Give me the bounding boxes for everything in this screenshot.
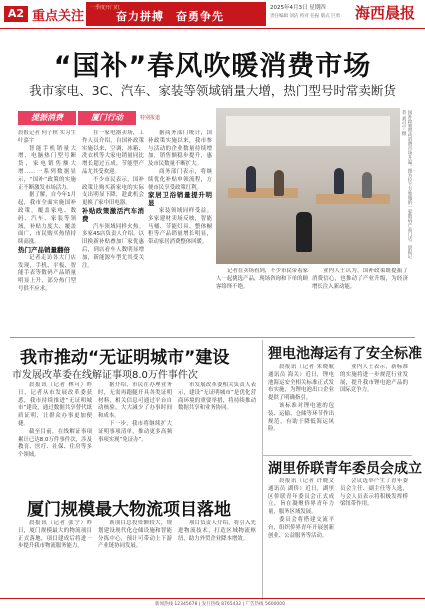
photo-display-table xyxy=(316,194,390,204)
paragraph: 记者在卖场看到，不少市民带着家人一起挑选产品，现场咨询和下单的顾客络绎不绝。 xyxy=(216,268,308,290)
paragraph: 智能手机销量大增、电脑热门型号断货、家电销售额大增……一系列数据显示，“国补”政策的实施正不断激发市场活力。 xyxy=(18,145,76,191)
feature-label: 特别报道 xyxy=(140,115,161,121)
paragraph: 不少市民表示，国补政策让购买新家电的实际支出明显下降，趁此机会更换了家中旧电器。 xyxy=(82,176,144,207)
paragraph: 该标准对锂电池的包装、运输、仓储等环节作出规范，有助于降低海运风险。 xyxy=(268,402,334,433)
article-subtitle: 市发展改革委在线解证事项8.0万件事件次 xyxy=(12,370,198,381)
divider xyxy=(262,340,263,600)
paragraph: 项目负责人介绍，将引入先进物流技术，打造区域物流枢纽，助力外贸企业降本增效。 xyxy=(178,520,256,542)
divider xyxy=(262,455,412,456)
main-subheadline: 我市家电、3C、汽车、家装等领域销量大增，热门型号时常卖断货 xyxy=(29,83,396,98)
paragraph: 据了解，自今年1月起，我市全面实施国补政策，覆盖家电、数码、汽车、家装等领域，补贴力度大、覆盖面广，市民购买热情持续高涨。 xyxy=(18,192,76,246)
paragraph: 汽车领域同样火热。多家4S店负责人介绍，以旧换新补贴叠加厂家优惠后，到店看车人数明显增加，新能源车型尤其受关注。 xyxy=(82,223,144,269)
subheading: 家居卫浴销量提升明显 xyxy=(148,191,212,208)
main-col-5 xyxy=(312,268,408,334)
main-headline: “国补”春风吹暖消费市场 xyxy=(53,51,372,82)
paragraph: 业内人士认为，国补政策既提振了消费信心，也推动了产业升级，为经济增长注入新动能。 xyxy=(312,268,408,290)
photo-person xyxy=(362,172,372,198)
main-col-3 xyxy=(148,130,212,334)
section-title: 重点关注 xyxy=(32,9,85,24)
paragraph: 下一步，我市将继续扩大证明事项清单，推动更多高频事项实现“免证办”。 xyxy=(98,420,172,443)
article3-col-3 xyxy=(178,520,256,596)
byline: 晨报记者 何子秋 实习生 叶嘉宇 xyxy=(18,130,76,144)
paragraph: 截至目前，在线解证事项累计已达8.0万件事件次，涉及教育、医疗、社保、住房等多个领域。 xyxy=(18,428,92,459)
article2-col-1 xyxy=(18,382,92,488)
main-col-2 xyxy=(82,130,144,334)
article4-col-1 xyxy=(268,364,334,452)
banner-tag: 一季度开门红 xyxy=(90,5,121,11)
photo-storefront xyxy=(226,116,390,146)
article3-col-1 xyxy=(18,520,92,596)
paragraph: 据商务部门统计，国补政策实施以来，我市参与活动的企业数量持续增加，销售额稳步提升，惠及市民数量不断扩大。 xyxy=(148,130,212,168)
paragraph: 会议选举产生了青年委员会主任、副主任等人选，与会人员表示将积极发挥桥梁纽带作用。 xyxy=(340,478,408,508)
paragraph: 晨报讯（记者 许晓文 通讯员 湖侨）近日，湖里区侨联青年委员会正式成立，旨在凝聚侨界青年力量，服务区域发展。 xyxy=(268,478,334,516)
banner-slogan: 奋力拼搏 奋勇争先 xyxy=(116,10,224,23)
article5-col-1 xyxy=(268,478,334,596)
paragraph: 该项目总投资额较大，规划建设现代化仓储设施和智能分拣中心，预计可带动上下游产业链协同发展。 xyxy=(98,520,172,550)
article-title: 厦门规模最大物流项目落地 xyxy=(27,500,231,520)
paragraph: 业内人士表示，新标准的实施将进一步规范行业发展，提升我市锂电池产品的国际竞争力。 xyxy=(340,364,408,394)
newspaper-logo: 海西晨报 xyxy=(355,4,416,22)
paragraph: 在一家电器卖场，工作人员介绍，自国补政策实施以来，空调、冰箱、洗衣机等大家电销量同比增长超过五成，节能型产品尤其受欢迎。 xyxy=(82,130,144,175)
divider xyxy=(10,337,415,338)
photo-person xyxy=(274,170,284,196)
photo-caption: 国补政策带动消费市场升温。图为位于万象城的一家数码产品门店。晨报记者 刘可宁 摄 xyxy=(401,110,412,259)
editor-credit: 责任编辑 刘洁 校对 任振 版式 巨勇 xyxy=(270,14,341,19)
paragraph: 据介绍，市民在办理业务时，无需再跑腿开具各类证明材料，相关信息可通过平台自动核验，大大减少了办事时间和成本。 xyxy=(98,382,172,420)
paragraph: 晨报讯（记者 朱晓航 通讯员 海关）近日，锂电池海运安全相关标准正式发布实施，为锂电池出口企业提供了明确指引。 xyxy=(268,364,334,402)
photo-person xyxy=(296,212,312,252)
page-number: A2 xyxy=(4,6,28,22)
feature-tag-2: 厦门行动 xyxy=(78,111,136,125)
article3-col-2 xyxy=(98,520,172,596)
store-photo xyxy=(216,108,400,264)
article5-col-2 xyxy=(340,478,408,596)
main-col-1 xyxy=(18,130,76,334)
photo-display-table xyxy=(228,188,298,198)
paragraph: 委员会将搭建交流平台，组织侨界青年开展创新创业、公益服务等活动。 xyxy=(268,516,334,539)
article2-col-3 xyxy=(178,382,256,488)
article-title: 我市推动“无证明城市”建设 xyxy=(20,348,230,368)
article4-col-2 xyxy=(340,364,408,452)
paragraph: 市发展改革委相关负责人表示，建设“无证明城市”是优化营商环境的重要举措，将持续推动数据共享和业务协同。 xyxy=(178,382,256,412)
paragraph: 晨报讯（记者 林可）昨日，记者从市发展改革委获悉，我市持续推进“无证明城市”建设，通过数据共享替代纸质证明，让群众办事更加便捷。 xyxy=(18,382,92,427)
banner xyxy=(86,2,266,26)
paragraph: 家装领域同样受益。多家建材卖场反映，智能马桶、节能灯具、整体橱柜等产品销量增长明显，带动家居消费整体回暖。 xyxy=(148,207,212,246)
feature-tag: 提振消费 xyxy=(18,111,76,125)
paragraph: 记者走访各大门店发现，手机、平板、智能手表等数码产品销量明显上升，部分热门型号供不应求。 xyxy=(18,254,76,292)
article-title: 狸电池海运有了安全标准 xyxy=(268,346,422,362)
subheading: 热门产品销量翻倍 xyxy=(18,245,70,254)
issue-date: 2025年4月3日 星期四 xyxy=(270,5,326,11)
paragraph: 商务部门表示，将继续优化补贴申领流程，方便市民享受政策红利。 xyxy=(148,168,212,191)
photo-person xyxy=(334,168,344,194)
photo-person xyxy=(246,166,256,192)
footer-text: 新闻热线 12345678 | 发行热线 8765432 | 广告热线 5600000 xyxy=(154,602,286,607)
subheading: 补贴政策激活汽车消费 xyxy=(82,206,144,223)
main-col-4 xyxy=(216,268,308,334)
paragraph: 晨报讯（记者 张宁）昨日，厦门规模最大的物流项目正式落地，项目建成后将进一步提升我市物流服务能力。 xyxy=(18,520,92,550)
article-title: 湖里侨联青年委员会成立 xyxy=(268,461,422,477)
article2-col-2 xyxy=(98,382,172,488)
